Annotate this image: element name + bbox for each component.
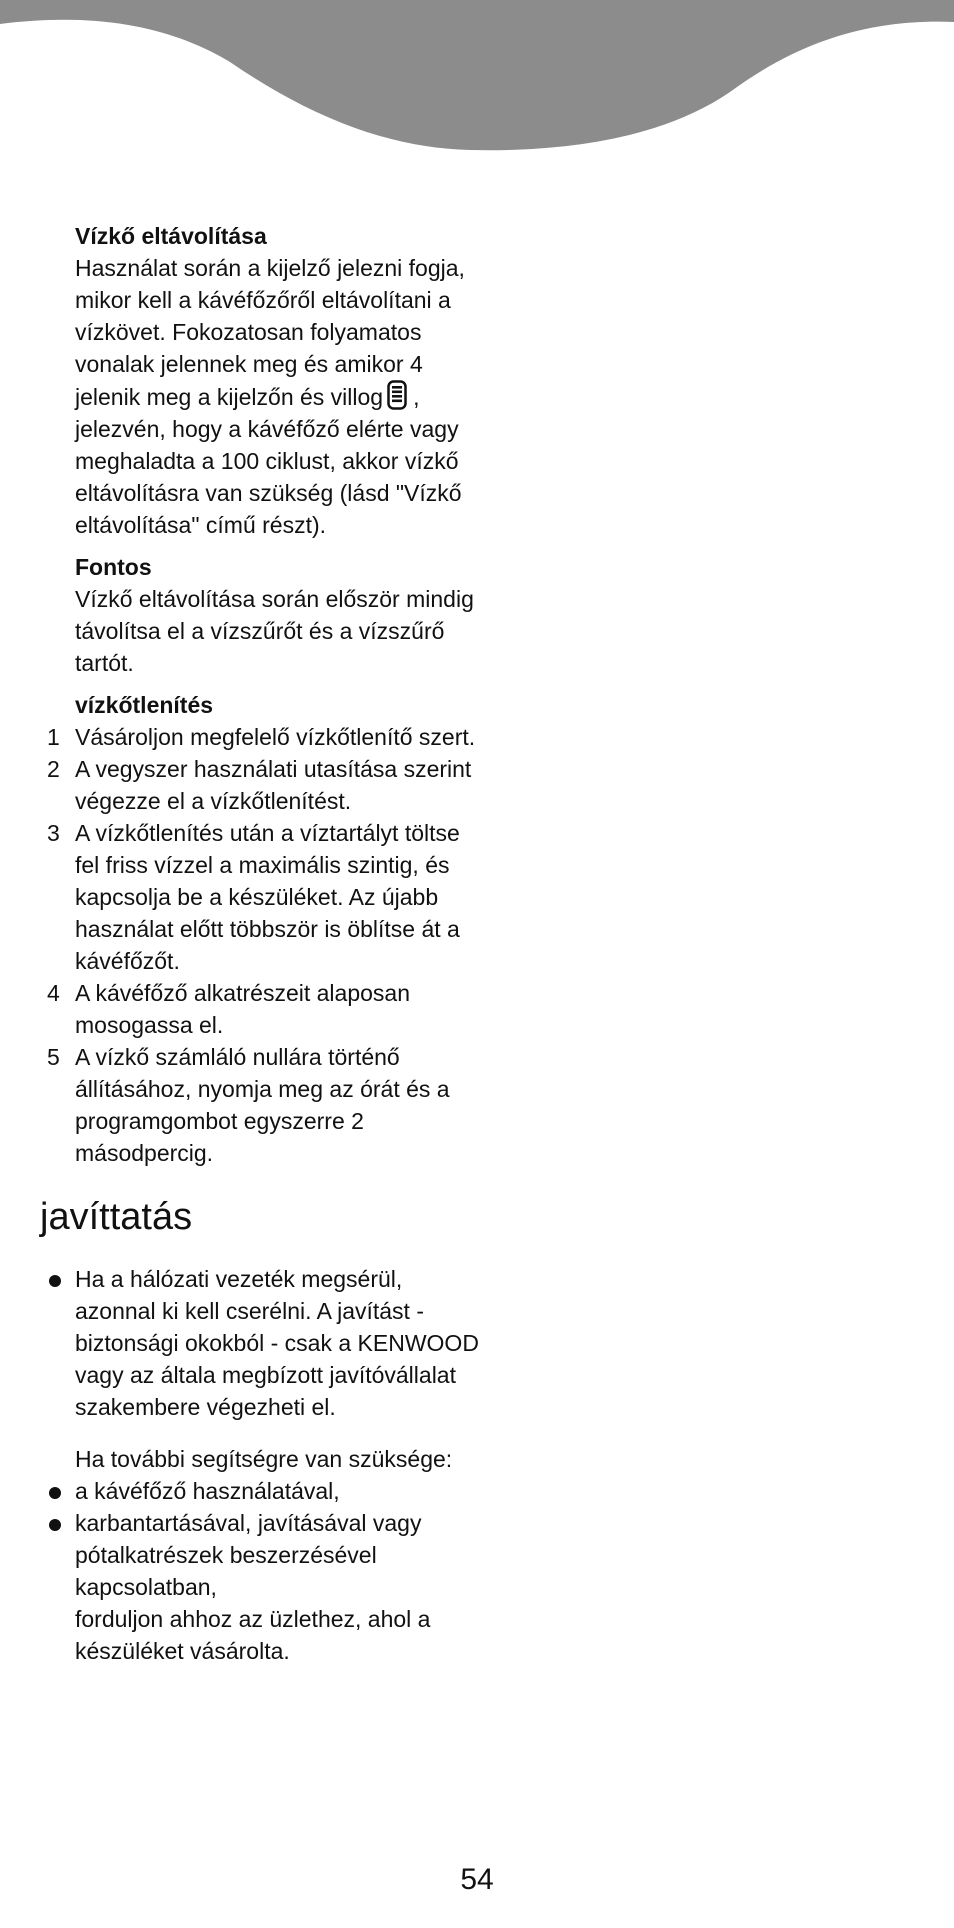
step-item	[40, 1041, 480, 1169]
step-text: A vegyszer használati utasítása szerint végezze el a vízkőtlenítést.	[75, 756, 472, 814]
step-number: 1	[47, 724, 60, 750]
important-text: Vízkő eltávolítása során először mindig távolítsa el a vízszűrőt és a vízszűrő tartót.	[75, 586, 474, 676]
step-text: A kávéfőző alkatrészeit alaposan mosogassa el.	[75, 980, 410, 1038]
service-bullet-item	[40, 1263, 480, 1423]
help-item-text: a kávéfőző használatával,	[75, 1478, 340, 1504]
service-bullet-text: Ha a hálózati vezeték megsérül, azonnal ki kell cserélni. A javítást - biztonsági okokból - csak a KENWOOD vagy az általa megbízott javítóvállalat szakembere végezheti el.	[75, 1266, 479, 1420]
decalcify-heading: vízkőtlenítés	[75, 692, 214, 718]
descaling-section	[40, 220, 480, 541]
descaling-text-start: Használat során a kijelző jelezni fogja, mikor kell a kávéfőzőről eltávolítani a vízkövet. Fokozatosan folyamatos vonalak jelennek meg és amikor 4 jelenik meg a kijelzőn és villog	[75, 255, 465, 410]
service-title: javíttatás	[40, 1196, 193, 1238]
help-intro: Ha további segítségre van szüksége:	[75, 1446, 453, 1472]
help-item	[40, 1507, 480, 1603]
bullet-icon	[49, 1487, 61, 1499]
bullet-icon	[49, 1275, 61, 1287]
step-text: Vásároljon megfelelő vízkőtlenítő szert.	[75, 724, 476, 750]
closing-text: forduljon ahhoz az üzlethez, ahol a készüléket vásárolta.	[75, 1606, 431, 1664]
bullet-icon	[49, 1519, 61, 1531]
step-text: A vízkőtlenítés után a víztartályt töltse fel friss vízzel a maximális szintig, és kapcsolja be a készüléket. Az újabb használat előtt többször is öblítse át a kávéfőzőt.	[75, 820, 460, 974]
step-number: 3	[47, 820, 60, 846]
descaling-text-end: , jelezvén, hogy a kávéfőző elérte vagy meghaladta a 100 ciklust, akkor vízkő eltávolításra van szükség (lásd "Vízkő eltávolítása" című részt).	[75, 384, 462, 538]
important-heading: Fontos	[75, 554, 152, 580]
step-item	[40, 817, 480, 977]
step-number: 4	[47, 980, 60, 1006]
service-section	[40, 1263, 480, 1667]
step-number: 5	[47, 1044, 60, 1070]
decalcify-section	[40, 689, 480, 1169]
step-text: A vízkő számláló nullára történő állításához, nyomja meg az órát és a programgombot egyszerre 2 másodpercig.	[75, 1044, 450, 1166]
descaling-paragraph	[75, 252, 480, 541]
help-item	[40, 1475, 480, 1507]
step-item	[40, 721, 480, 753]
header-wave	[0, 0, 954, 160]
page-number: 54	[460, 1863, 494, 1896]
step-item	[40, 753, 480, 817]
important-section	[40, 551, 480, 679]
descaling-heading: Vízkő eltávolítása	[75, 223, 267, 249]
descale-indicator-icon	[387, 380, 407, 410]
help-item-text: karbantartásával, javításával vagy pótalkatrészek beszerzésével kapcsolatban,	[75, 1510, 422, 1600]
step-number: 2	[47, 756, 60, 782]
step-item	[40, 977, 480, 1041]
page-content	[40, 220, 480, 1667]
